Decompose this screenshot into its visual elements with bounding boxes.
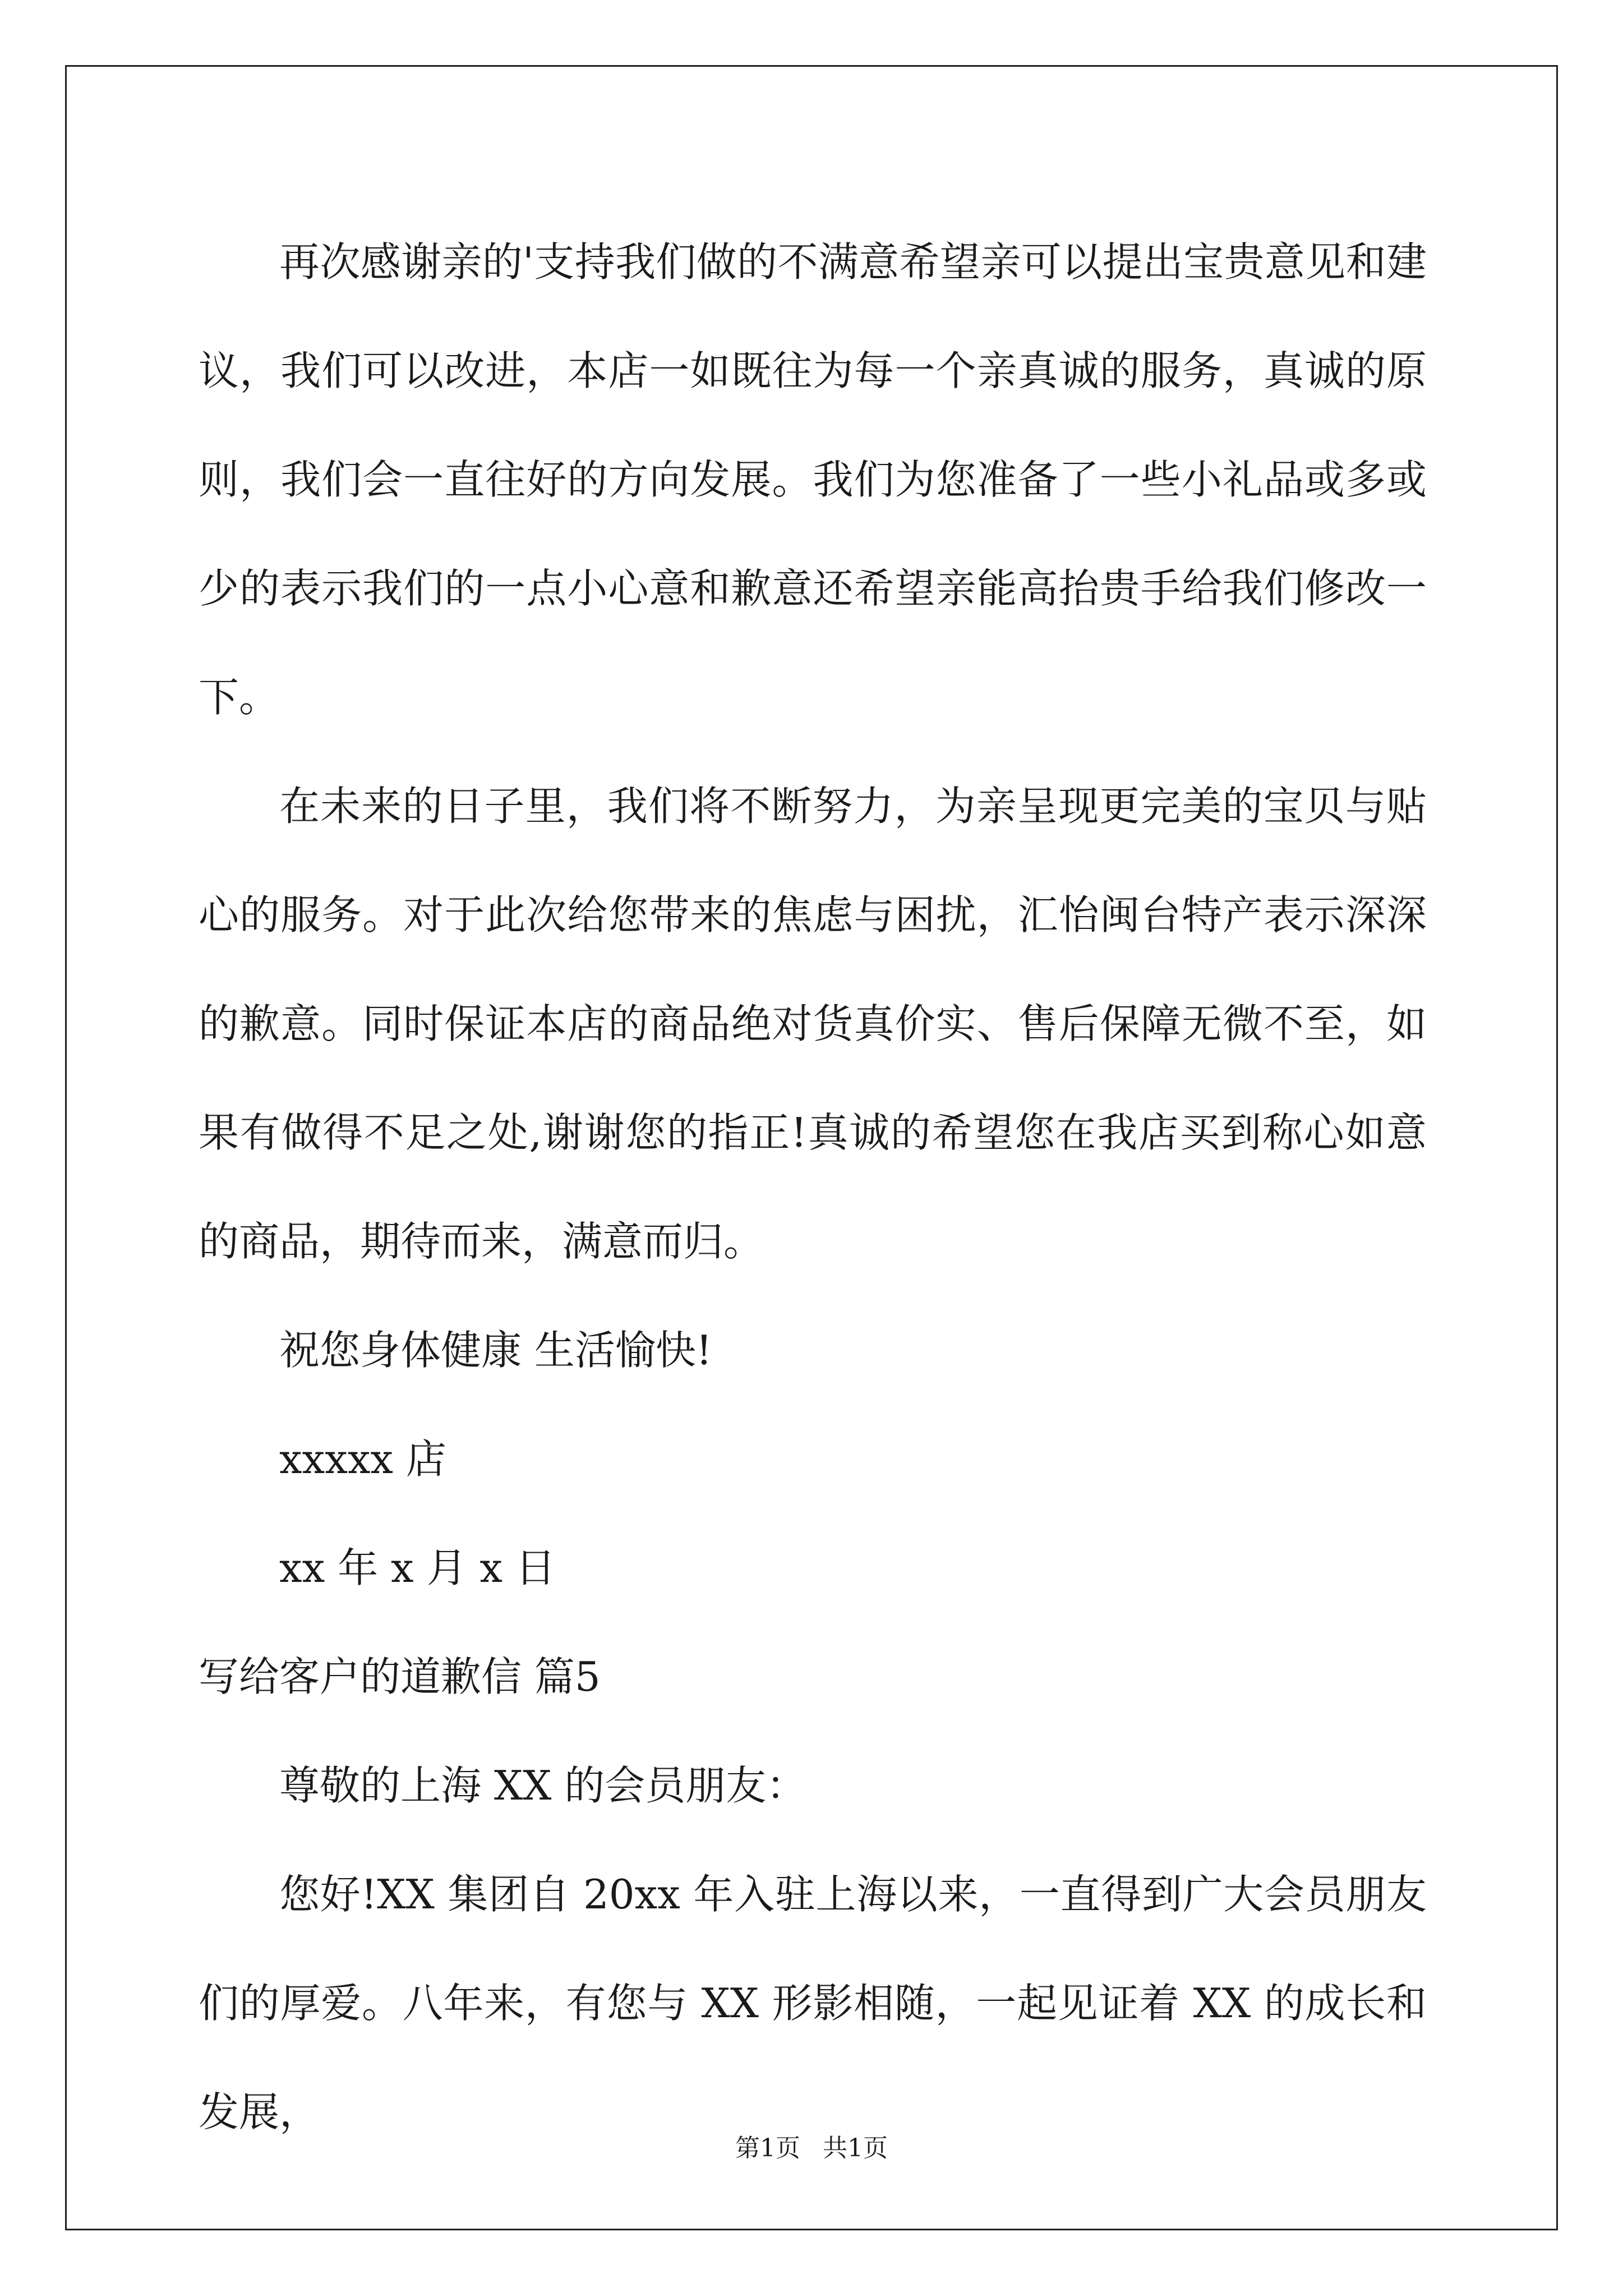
paragraph-future: 在未来的日子里，我们将不断努力，为亲呈现更完美的宝贝与贴心的服务。对于此次给您带来的焦虑与困扰，汇怡闽台特产表示深深的歉意。同时保证本店的商品绝对货真价实、售后保障无微不至，如果有做得不足之处,谢谢您的指正!真诚的希望您在我店买到称心如意的商品，期待而来，满意而归。: [199, 783, 1427, 1265]
paragraph-thanks: 再次感谢亲的'支持我们做的不满意希望亲可以提出宝贵意见和建议，我们可以改进，本店一如既往为每一个亲真诚的服务，真诚的原则，我们会一直往好的方向发展。我们为您准备了一些小礼品或多或少的表示我们的一点小心意和歉意还希望亲能高抬贵手给我们修改一下。: [199, 238, 1427, 721]
paragraph-greeting: 您好!XX 集团自 20xx 年入驻上海以来，一直得到广大会员朋友们的厚爱。八年来，有您与 XX 形影相随，一起见证着 XX 的成长和发展，: [199, 1871, 1427, 2136]
section-heading: 写给客户的道歉信 篇5: [199, 1653, 601, 1700]
page-number-total: 共1页: [823, 2134, 888, 2162]
page-number-current: 第1页: [735, 2134, 800, 2162]
document-body: [199, 208, 1427, 2166]
paragraph-wishes: 祝您身体健康 生活愉快!: [279, 1327, 712, 1374]
paragraph-salutation: 尊敬的上海 XX 的会员朋友：: [279, 1762, 807, 1809]
page-footer: [0, 2132, 1623, 2165]
paragraph-shop-signature: xxxxx 店: [279, 1435, 446, 1483]
paragraph-date: xx 年 x 月 x 日: [279, 1544, 556, 1591]
